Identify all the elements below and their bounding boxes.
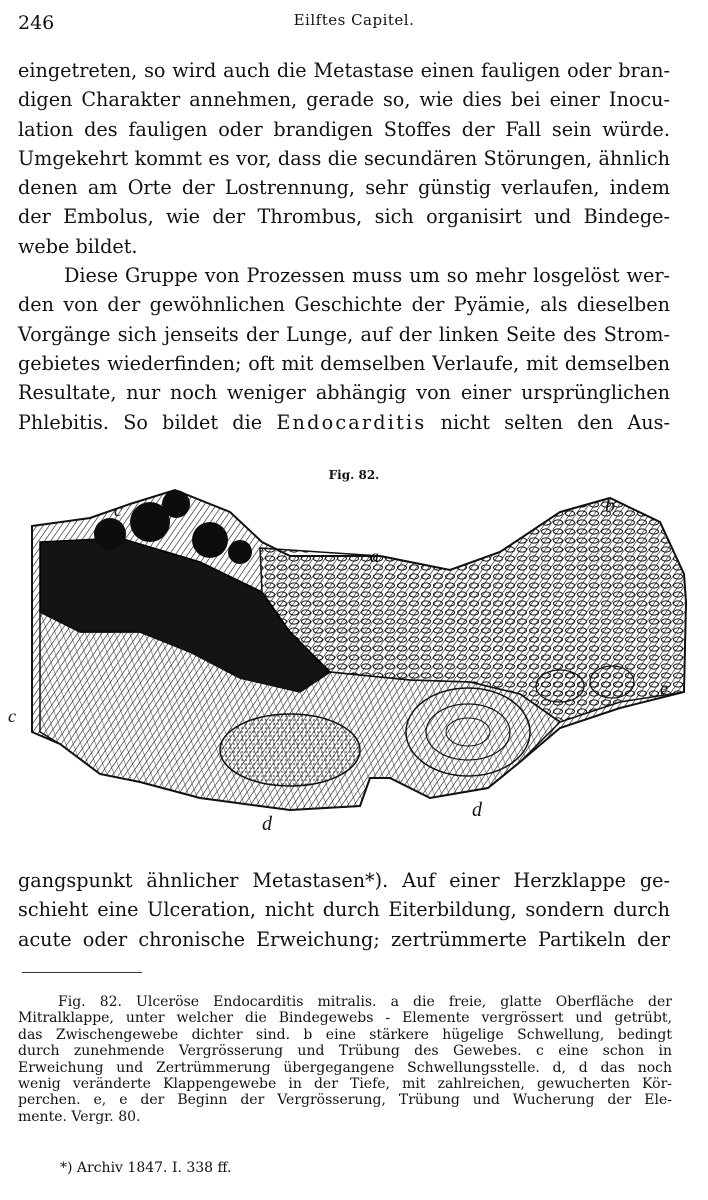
caption-line: mente. Vergr. 80.: [18, 1108, 141, 1125]
text-line: Vorgänge sich jenseits der Lunge, auf der linken Seite des Strom-: [18, 322, 670, 346]
running-title: Eilftes Capitel.: [293, 11, 415, 29]
text-line: gangspunkt ähnlicher Metastasen*). Auf einer Herzklappe ge-: [18, 869, 670, 892]
spaced-term-endocarditis: Endocarditis: [276, 410, 427, 434]
footnote: *) Archiv 1847. I. 338 ff.: [60, 1160, 232, 1176]
body-text-bottom: [18, 866, 670, 954]
text-line: eingetreten, so wird auch die Metastase einen fauligen oder bran-: [18, 59, 670, 82]
text-line: Diese Gruppe von Prozessen muss um so mehr losgelöst wer-: [64, 264, 670, 288]
text-line: Umgekehrt kommt es vor, dass die secundären Störungen, ähnlich: [18, 146, 670, 170]
text-fragment: Phlebitis. So bildet die: [18, 410, 277, 434]
body-text-top: [18, 56, 670, 437]
figure-description: [18, 994, 672, 1125]
text-line: digen Charakter annehmen, gerade so, wie dies bei einer Inocu-: [18, 88, 670, 112]
caption-line: wenig veränderte Klappengewebe in der Tiefe, mit zahlreichen, gewucherten Kör-: [18, 1075, 672, 1092]
text-line: Resultate, nur noch weniger abhängig von einer ursprünglichen: [18, 381, 670, 405]
text-line: gebietes wiederfinden; oft mit demselben Verlaufe, mit demselben: [18, 351, 670, 375]
text-line: der Embolus, wie der Thrombus, sich organisirt und Bindege-: [18, 205, 670, 229]
footnote-divider: [22, 972, 142, 973]
caption-line: perchen. e, e der Beginn der Vergrösserung, Trübung und Wucherung der Ele-: [18, 1092, 672, 1109]
text-line: acute oder chronische Erweichung; zertrümmerte Partikeln der: [18, 927, 670, 951]
figure-label: Fig. 82.: [328, 468, 380, 482]
caption-line: Fig. 82. Ulceröse Endocarditis mitralis. a die freie, glatte Oberfläche der: [58, 994, 672, 1010]
text-line: den von der gewöhnlichen Geschichte der Pyämie, als dieselben: [18, 293, 670, 317]
figure-letter-c-left: c: [8, 706, 16, 726]
text-line: webe bildet.: [18, 234, 138, 258]
figure-letter-b: b: [605, 495, 615, 517]
page-header: [0, 6, 708, 36]
caption-line: Mitralklappe, unter welcher die Bindegewebs - Elemente vergrössert und getrübt,: [18, 1010, 672, 1027]
figure-letter-d-left: d: [262, 813, 272, 835]
text-line: lation des fauligen oder brandigen Stoffes der Fall sein würde.: [18, 117, 670, 141]
text-line: denen am Orte der Lostrennung, sehr günstig verlaufen, indem: [18, 176, 670, 200]
figure-letter-a: a: [370, 546, 379, 566]
caption-line: Erweichung und Zertrümmerung übergegangene Schwellungsstelle. d, d das noch: [18, 1059, 672, 1076]
caption-line: durch zunehmende Vergrösserung und Trübung des Gewebes. c eine schon in: [18, 1043, 672, 1060]
page-number: 246: [18, 12, 55, 34]
caption-line: das Zwischengewebe dichter sind. b eine stärkere hügelige Schwellung, bedingt: [18, 1026, 672, 1043]
tissue-engraving: [0, 482, 708, 842]
text-line: schieht eine Ulceration, nicht durch Eiterbildung, sondern durch: [18, 898, 670, 922]
figure-82-illustration: [0, 482, 708, 842]
text-line: [18, 408, 670, 437]
nodule-left: [220, 714, 360, 786]
figure-letter-c-top: c: [114, 500, 122, 520]
figure-letter-d-right: d: [472, 799, 482, 821]
text-fragment: nicht selten den Aus-: [426, 410, 670, 434]
figure-letter-e: e: [660, 678, 668, 698]
